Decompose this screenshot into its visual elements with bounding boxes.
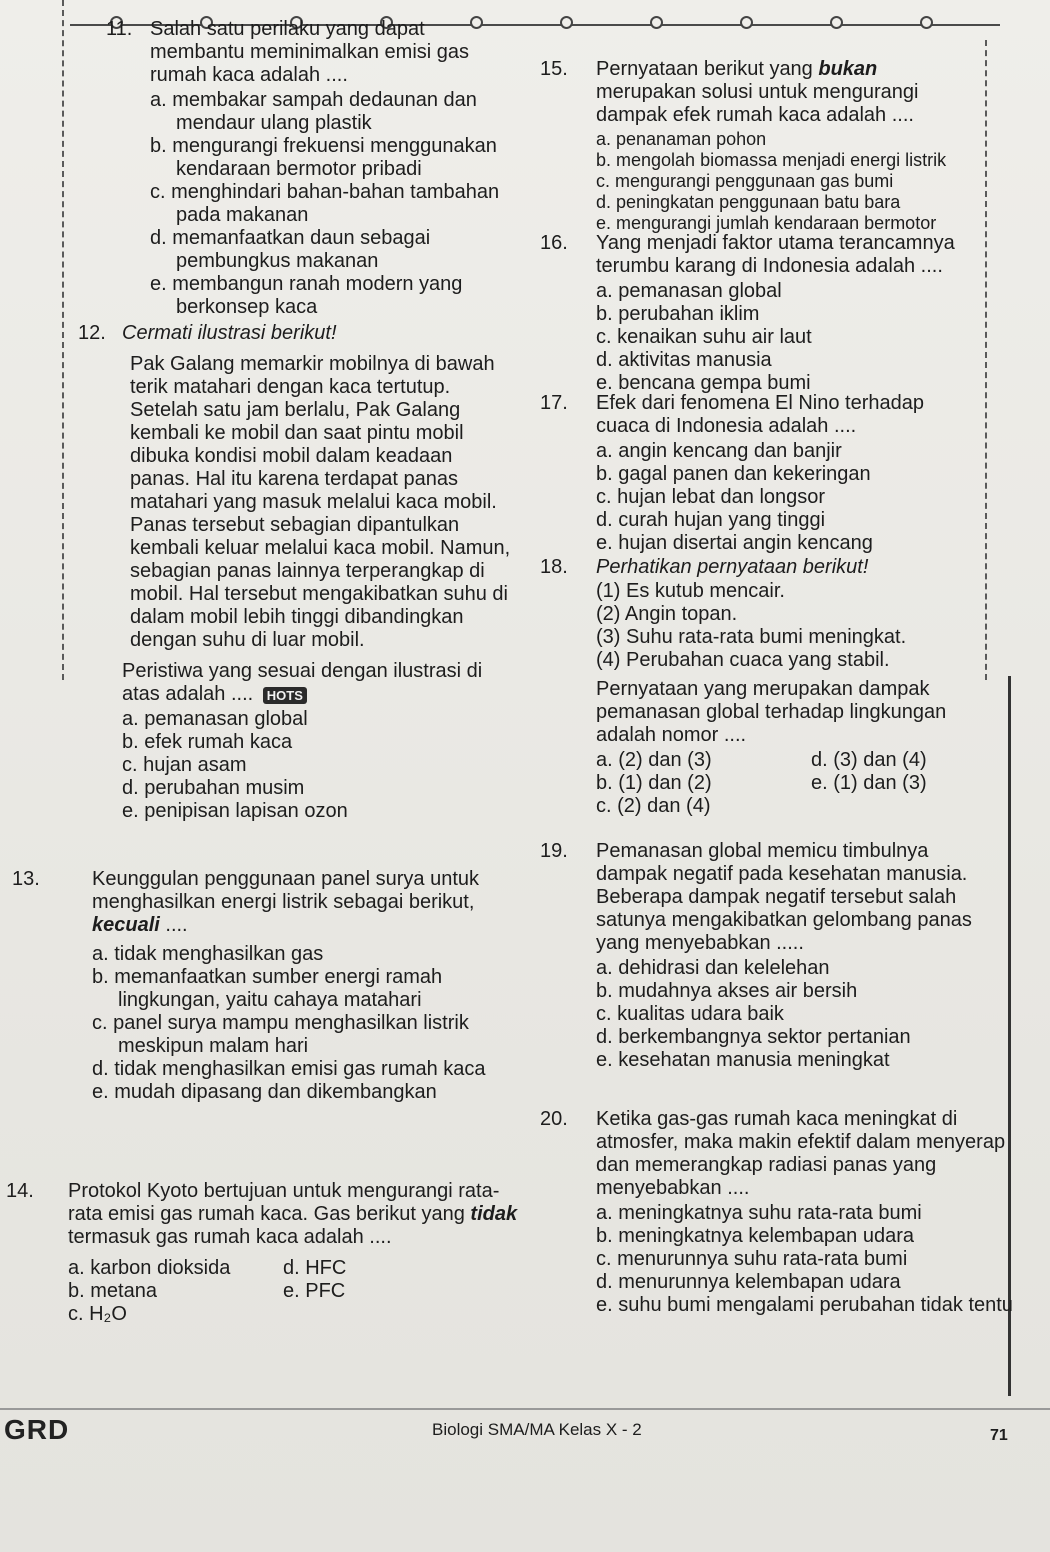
- option-c: c. hujan lebat dan longsor: [596, 486, 826, 508]
- option-c: c. H₂O: [68, 1303, 127, 1325]
- question-14: [6, 1180, 518, 1326]
- stem-ellipsis: ....: [165, 914, 188, 936]
- option-a: a. (2) dan (3): [596, 749, 712, 771]
- option-c: c. (2) dan (4): [596, 795, 711, 817]
- option-e: e. (1) dan (3): [811, 772, 927, 794]
- page-number: 71: [990, 1427, 1008, 1444]
- question-intro: Cermati ilustrasi berikut!: [122, 322, 337, 344]
- option-b: b. gagal panen dan kekeringan: [596, 463, 871, 485]
- option-a: a. dehidrasi dan kelelehan: [596, 957, 830, 979]
- decorative-left-border: [62, 0, 76, 680]
- option-d: d. memanfaatkan daun sebagai pembungkus makanan: [150, 227, 431, 272]
- question-number: 11.: [106, 18, 133, 40]
- border-dot: [920, 16, 933, 29]
- option-b: b. mengolah biomassa menjadi energi listrik: [596, 150, 947, 170]
- question-16: [540, 232, 976, 395]
- question-number: 13.: [12, 868, 40, 890]
- option-b: b. perubahan iklim: [596, 303, 760, 325]
- stem-emphasis: tidak: [470, 1203, 518, 1225]
- illustration-passage: Pak Galang memarkir mobilnya di bawah terik matahari dengan kaca tertutup. Setelah satu jam berlalu, Pak Galang kembali ke mobil dan saat pintu mobil dibuka kondisi mobil dalam keadaan panas. Hal itu karena terdapat panas matahari yang masuk melalui kaca mobil. Panas tersebut sebagian dipantulkan kembali keluar melalui kaca mobil. Namun, sebagian panas lainnya terperangkap di mobil. Hal tersebut mengakibatkan suhu di dalam mobil lebih tinggi dibandingkan dengan suhu di luar mobil.: [130, 353, 511, 651]
- option-d: d. menurunnya kelembapan udara: [596, 1271, 901, 1293]
- option-c: c. menghindari bahan-bahan tambahan pada makanan: [150, 181, 500, 226]
- question-number: 14.: [6, 1180, 34, 1202]
- option-a: a. tidak menghasilkan gas: [92, 943, 324, 965]
- question-stem: Ketika gas-gas rumah kaca meningkat di atmosfer, maka makin efektif dalam menyerap dan memerangkap radiasi panas yang menyebabkan ....: [596, 1108, 1006, 1199]
- option-e: e. suhu bumi mengalami perubahan tidak tentu: [596, 1294, 1013, 1316]
- statement-3: (3) Suhu rata-rata bumi meningkat.: [596, 626, 907, 648]
- question-stem: Keunggulan penggunaan panel surya untuk menghasilkan energi listrik sebagai berikut,: [92, 868, 479, 913]
- border-dot: [740, 16, 753, 29]
- option-d: d. HFC: [283, 1257, 347, 1279]
- option-c: c. kenaikan suhu air laut: [596, 326, 812, 348]
- stem-emphasis: bukan: [818, 58, 878, 80]
- option-b: b. (1) dan (2): [596, 772, 712, 794]
- statement-4: (4) Perubahan cuaca yang stabil.: [596, 649, 890, 671]
- question-text: Pernyataan yang merupakan dampak pemanasan global terhadap lingkungan adalah nomor ....: [596, 678, 947, 746]
- option-b: b. meningkatnya kelembapan udara: [596, 1225, 914, 1247]
- stem-remainder: merupakan solusi untuk mengurangi dampak efek rumah kaca adalah ....: [596, 81, 919, 126]
- hots-badge: HOTS: [263, 687, 307, 704]
- option-e: e. membangun ranah modern yang berkonsep kaca: [150, 273, 463, 318]
- question-stem: Yang menjadi faktor utama terancamnya terumbu karang di Indonesia adalah ....: [596, 232, 955, 277]
- option-a: a. karbon dioksida: [68, 1257, 231, 1279]
- question-stem: Pernyataan berikut yang: [596, 58, 813, 80]
- question-number: 20.: [540, 1108, 568, 1130]
- option-e: e. PFC: [283, 1280, 346, 1302]
- option-d: d. (3) dan (4): [811, 749, 927, 771]
- statement-1: (1) Es kutub mencair.: [596, 580, 785, 602]
- publisher-logo: GRD: [4, 1414, 70, 1445]
- option-d: d. peningkatan penggunaan batu bara: [596, 192, 901, 212]
- question-12: [78, 322, 517, 823]
- option-a: a. pemanasan global: [122, 708, 308, 730]
- book-title: Biologi SMA/MA Kelas X - 2: [432, 1420, 642, 1439]
- option-d: d. perubahan musim: [122, 777, 305, 799]
- option-d: d. curah hujan yang tinggi: [596, 509, 826, 531]
- question-number: 18.: [540, 556, 568, 578]
- stem-emphasis: kecuali: [92, 914, 160, 936]
- option-d: d. berkembangnya sektor pertanian: [596, 1026, 911, 1048]
- question-intro: Perhatikan pernyataan berikut!: [596, 556, 869, 578]
- option-e: e. mengurangi jumlah kendaraan bermotor: [596, 213, 937, 233]
- question-number: 12.: [78, 322, 106, 344]
- option-a: a. meningkatnya suhu rata-rata bumi: [596, 1202, 922, 1224]
- question-13: [12, 868, 517, 1104]
- question-17: [540, 392, 976, 555]
- question-number: 19.: [540, 840, 568, 862]
- option-b: b. memanfaatkan sumber energi ramah lingkungan, yaitu cahaya matahari: [92, 966, 443, 1011]
- option-b: b. mudahnya akses air bersih: [596, 980, 858, 1002]
- option-e: e. hujan disertai angin kencang: [596, 532, 873, 554]
- option-c: c. hujan asam: [122, 754, 247, 776]
- option-d: d. tidak menghasilkan emisi gas rumah kaca: [92, 1058, 486, 1080]
- option-c: c. panel surya mampu menghasilkan listrik meskipun malam hari: [92, 1012, 469, 1057]
- statement-2: (2) Angin topan.: [596, 603, 738, 625]
- question-20: [540, 1108, 1016, 1317]
- option-a: a. angin kencang dan banjir: [596, 440, 842, 462]
- border-dot: [560, 16, 573, 29]
- border-dot: [650, 16, 663, 29]
- question-text: Peristiwa yang sesuai dengan ilustrasi di atas adalah ....: [122, 660, 483, 705]
- question-stem: Efek dari fenomena El Nino terhadap cuaca di Indonesia adalah ....: [596, 392, 924, 437]
- option-a: a. penanaman pohon: [596, 129, 767, 149]
- option-b: b. efek rumah kaca: [122, 731, 293, 753]
- question-stem: Protokol Kyoto bertujuan untuk mengurangi rata-rata emisi gas rumah kaca. Gas berikut yang: [68, 1180, 500, 1225]
- option-a: a. pemanasan global: [596, 280, 782, 302]
- option-e: e. kesehatan manusia meningkat: [596, 1049, 890, 1071]
- option-b: b. metana: [68, 1280, 157, 1302]
- option-e: e. mudah dipasang dan dikembangkan: [92, 1081, 437, 1103]
- question-stem: Salah satu perilaku yang dapat membantu meminimalkan emisi gas rumah kaca adalah ....: [150, 18, 470, 86]
- question-number: 17.: [540, 392, 568, 414]
- option-a: a. membakar sampah dedaunan dan mendaur ulang plastik: [150, 89, 477, 134]
- option-b: b. mengurangi frekuensi menggunakan kendaraan bermotor pribadi: [150, 135, 497, 180]
- option-d: d. aktivitas manusia: [596, 349, 772, 371]
- question-number: 16.: [540, 232, 568, 254]
- option-e: e. penipisan lapisan ozon: [122, 800, 348, 822]
- question-stem: Pemanasan global memicu timbulnya dampak negatif pada kesehatan manusia. Beberapa dampak negatif tersebut salah satunya mengakibatkan gelombang panas yang menyebabkan .....: [596, 840, 972, 954]
- option-c: c. kualitas udara baik: [596, 1003, 784, 1025]
- question-18: [540, 556, 996, 818]
- option-c: c. mengurangi penggunaan gas bumi: [596, 171, 894, 191]
- question-number: 15.: [540, 58, 568, 80]
- border-dot: [830, 16, 843, 29]
- question-15: [540, 58, 976, 234]
- option-c: c. menurunnya suhu rata-rata bumi: [596, 1248, 908, 1270]
- option-e: e. bencana gempa bumi: [596, 372, 811, 394]
- stem-remainder: termasuk gas rumah kaca adalah ....: [68, 1226, 392, 1248]
- question-19: [540, 840, 1004, 1072]
- question-11: [106, 18, 520, 319]
